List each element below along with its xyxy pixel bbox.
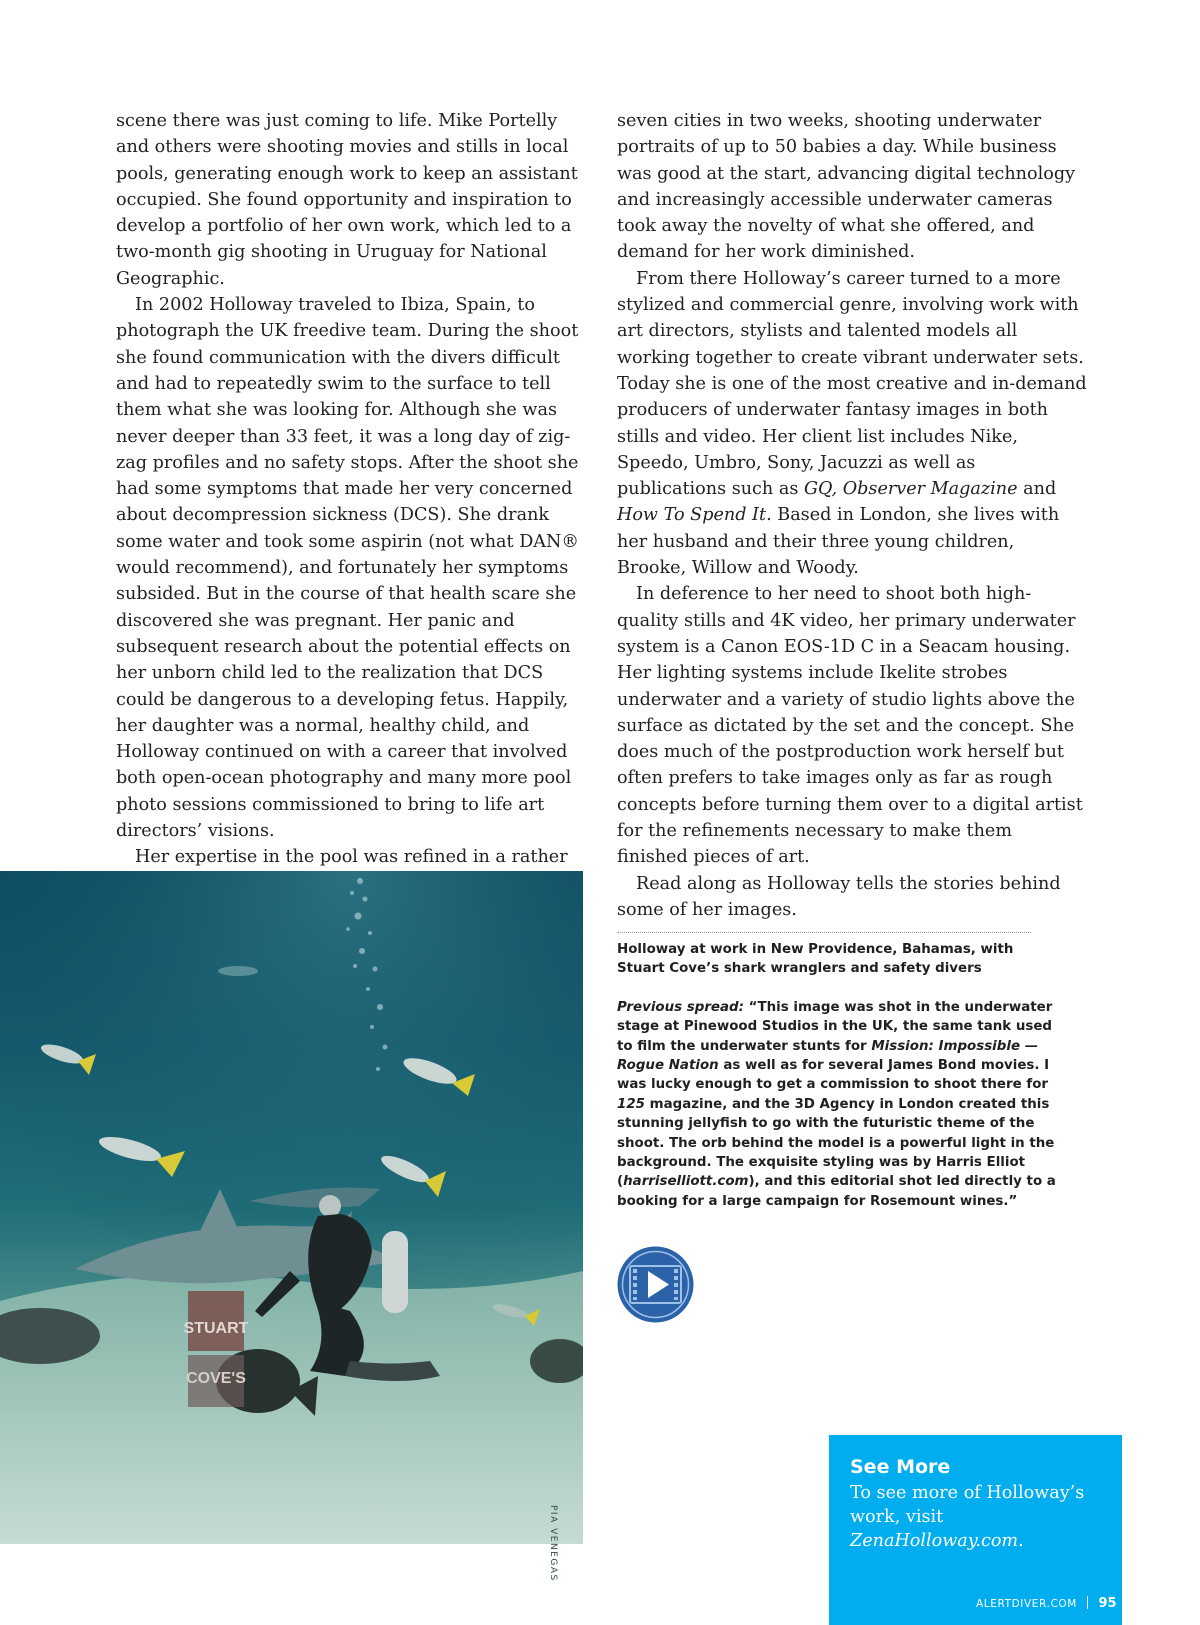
box-label: COVE'S (186, 1370, 246, 1387)
article-paragraph: In deference to her need to shoot both high-quality stills and 4K video, her primary underwater system is a Canon EOS-1D C in a Seacam housing. Her lighting systems include Ikelite strobes underwater and a variety of studio lights above the surface as dictated by the set and the concept. She does much of the postproduction work herself but often prefers to take images only as far as rough concepts before turning them over to a digital artist for the refinements necessary to make them finished pieces of art. (617, 584, 1083, 868)
photo-caption (617, 940, 1062, 1211)
text-run: ), and this editorial shot led directly to a booking for a large campaign for Rosemount wines.” (617, 1174, 1056, 1209)
play-video-icon (617, 1246, 694, 1323)
caption-divider (617, 932, 1031, 933)
text-run: . (1018, 1531, 1024, 1551)
article-paragraph: Her expertise in the pool was refined in a rather (135, 847, 568, 868)
caption-text: Holloway at work in New Providence, Bahamas, with Stuart Cove’s shark wranglers and safety divers (617, 942, 1014, 977)
text-run: and (1017, 479, 1057, 500)
footer-separator (1087, 1596, 1089, 1609)
article-paragraph: Read along as Holloway tells the stories behind some of her images. (617, 873, 1061, 920)
page-number: 95 (1098, 1596, 1117, 1611)
magazine-name: 125 (617, 1096, 645, 1112)
publication-name: How To Spend It (617, 505, 767, 526)
article-paragraph: In 2002 Holloway traveled to Ibiza, Spain, to photograph the UK freedive team. During the shoot she found communication with the divers difficult and had to repeatedly swim to the surface to tell them what she was looking for. Although she was never deeper than 33 feet, it was a long day of zig-zag profiles and no safety stops. After the shoot she had some symptoms that made her very concerned about decompression sickness (DCS). She drank some water and took some aspirin (not what DAN® would recommend), and fortunately her symptoms subsided. But in the course of that health scare she discovered she was pregnant. Her panic and subsequent research about the potential effects on her unborn child led to the realization that DCS could be dangerous to a developing fetus. Happily, her daughter was a normal, healthy child, and Holloway continued on with a career that involved both open-ocean photography and many more pool photo sessions commissioned to bring to life art directors’ visions. (116, 295, 579, 842)
footer-site: ALERTDIVER.COM (976, 1598, 1077, 1610)
see-more-text (850, 1481, 1122, 1553)
article-paragraph (617, 266, 1087, 582)
text-run: . Based in London, she lives with her husband and their three young children, Brooke, Willow and Woody. (617, 505, 1060, 579)
caption-lead: Previous spread: (617, 999, 744, 1015)
film-title: Mission: Impossible — Rogue Nation (617, 1038, 1039, 1074)
stuart-coves-box (184, 1291, 249, 1407)
play-video-button[interactable] (617, 1246, 694, 1323)
article-right-column (617, 108, 1087, 923)
article-paragraph: scene there was just coming to life. Mike Portelly and others were shooting movies and stills in local pools, generating enough work to keep an assistant occupied. She found opportunity and inspiration to develop a portfolio of her own work, which led to a two-month gig shooting in Uruguay for National Geographic. (116, 111, 578, 289)
text-run: “This image was shot in the underwater stage at Pinewood Studios in the UK, the same tank used to film the underwater stunts for (617, 999, 1053, 1054)
text-run: as well as for several James Bond movies. I was lucky enough to get a commission to shoot there for (617, 1058, 1050, 1093)
see-more-title: See More (850, 1456, 951, 1478)
photo-illustration (0, 871, 583, 1544)
text-run: To see more of Holloway’s work, visit (850, 1483, 1085, 1527)
article-paragraph: seven cities in two weeks, shooting underwater portraits of up to 50 babies a day. While business was good at the start, advancing digital technology and increasingly accessible underwater cameras took away the novelty of what she offered, and demand for her work diminished. (617, 111, 1076, 263)
underwater-photo (0, 871, 583, 1544)
article-left-column (116, 108, 581, 950)
website-link[interactable]: ZenaHolloway.com (850, 1531, 1019, 1551)
box-label: STUART (183, 1320, 249, 1337)
page-footer (976, 1592, 1117, 1611)
text-run: magazine, and the 3D Agency in London created this stunning jellyfish to go with the futuristic theme of the shoot. The orb behind the model is a powerful light in the background. The exquisite styling was by Harris Elliot ( (617, 1096, 1055, 1190)
text-run: From there Holloway’s career turned to a more stylized and commercial genre, involving work with art directors, stylists and talented models all working together to create vibrant underwater sets. Today she is one of the most creative and in-demand producers of underwater fantasy images in both stills and video. Her client list includes Nike, Speedo, Umbro, Sony, Jacuzzi as well as publications such as (617, 268, 1087, 500)
caption-text (617, 998, 1062, 1211)
website-name: harriselliott.com (623, 1174, 749, 1190)
photo-credit: PIA VENEGAS (548, 1505, 558, 1582)
publication-name: GQ, Observer Magazine (803, 479, 1018, 500)
